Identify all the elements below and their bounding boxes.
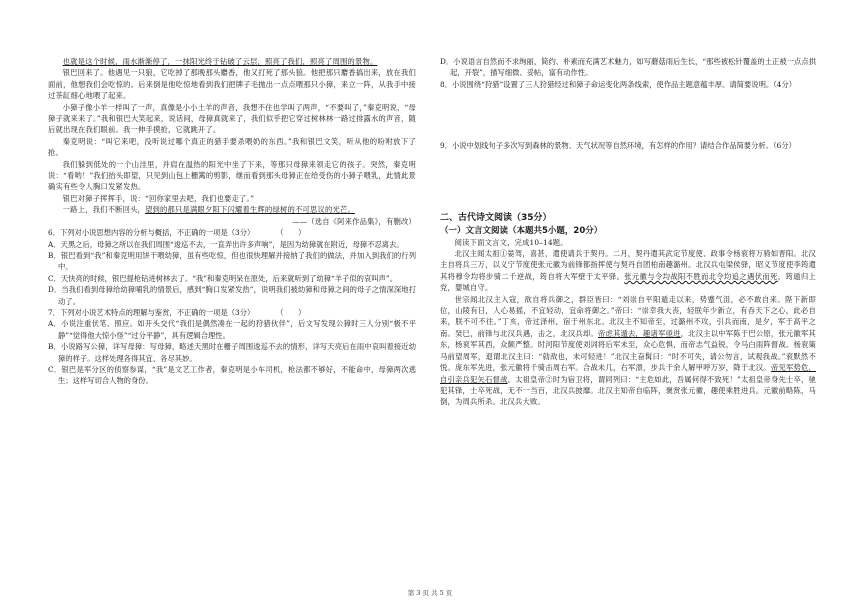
question-8: 8．小说围绕“狩猎”设置了三人狩猎经过和獐子命运变化两条线索，使作品主题意蕴丰厚。请简要说明。（4分） (440, 79, 797, 89)
story-paragraph: 银巴对獐子挥挥手，说：“回你家里去吧，我们也要走了。” (62, 193, 255, 203)
story-paragraph: 小獐子像小羊一样叫了一声，真像是小小土羊的声音，我想不住也学叫了两声，“不要叫了，”秦克明说，“母獐子就来来了。”我和银巴大笑起来，说话间，母獐真就来了，我们似乎把它穿过树林林一路过排露水的声音，随后就出现在我们眼前。我一伸手摸抢，它就跳开了。 (48, 102, 416, 135)
answer-space (440, 90, 816, 140)
q7-option-b: B．小说路写公獐，详写母獐：写母獐，略述天黑时在栅子周围逡巡不去的情形，详写天亮后在雨中哀叫着接近幼獐的样子。这样处理各得其宜、各尽其妙。 (48, 342, 416, 363)
page-footer: 第 3 页 共 5 页 (407, 589, 453, 597)
q7-option-a: A．小说注重伏笔、照应。如开头交代“我们是偶然凑在一起的狩猎伙伴”，后文写发现公獐时三人分别“极不平静”“觉得他大惊小怪”“过分平静”，具有逻辑合理性。 (48, 319, 416, 340)
q6-option-c: C．天快亮的时候，银巴提枪钻进树林去了。“我”和秦克明呆在原处，后来就听到了幼獐“羊子似的哀叫声”。 (48, 273, 397, 283)
text-span: 世宗闻北汉主入寇，欲自将兵御之，群臣皆曰：“刘崇自平阳遁走以来，势蹙气沮，必不敢自来。陛下新即位，山陵有日，人心易摇，不宜轻动，宜命将御之。”帝曰：“崇幸我大丧，轻朕年少新立，有吞天下之心，此必自来，朕不可不往。”丁亥，帝过泽州，宿于州东北。北汉主不知帝至，过潞州不攻，引兵而南，是夕，军于高平之南。癸巳，前锋与北汉兵遇，击之，北汉兵却。 (440, 294, 816, 338)
story-paragraph-last (48, 204, 416, 215)
question-6: 6．下列对小说思想内容的分析与概括，不正确的一项是（3分） （ ） (48, 228, 306, 238)
classical-passage-paragraph-2 (440, 294, 816, 408)
reading-instruction: 阅读下面文言文，完成10–14题。 (454, 237, 568, 247)
source-citation: ——（选自《阿来作品集》，有删改） (292, 216, 416, 226)
underlined-sentence: 望到的都只是满眼夕阳下闪耀着生辉的绿树的不可思议的光芒。 (145, 205, 355, 215)
q6-option-a: A．天黑之后，母獐之所以在我们周围“逡巡不去，一直弄出许多声响”，是因为幼獐就在附近，母獐不忍离去。 (48, 239, 404, 249)
text-span: 一路上，我们不断回头， (62, 205, 146, 215)
q7-option-c: C．银巴是军分区的侦察参谋，“我”是文艺工作者，秦克明是小车司机，枪法都不够好，不能命中，母獐两次逃生；这样写切合人物的身份。 (48, 364, 416, 386)
subsection-heading: （一）文言文阅读（本题共5小题，20分） (440, 225, 603, 236)
q7-option-d: D．小说语言自然而不求绚丽，简约、朴素而充满艺术魅力，如写蘑菇雨后生长，“那些被松针覆盖的土正被一点点拱起，开裂”，描写细微、妥帖，富有动作性。 (440, 57, 816, 78)
story-paragraph: 我们躲到低处的一个山洼里，并肩在温热的阳光中坐了下来，等那只母獐来领走它的孩子。突然，秦克明说：“看哟！”我们抬头即望，只见到山包上栅篱的剪影，继而看到那头母獐正在给受伤的小獐子喂乳，此情此景确实有些令人胸口发紧发热。 (48, 159, 416, 192)
story-paragraph: 银巴回来了。他遇见一只狼，它吃掉了那晚那头麝香，他又打死了那头狼。他把那只麝香搞出来，放在我们面前，他想我们会吃惊的。后来倒是他吃惊地看到我们把牌子毛抛出一点点喂那只小獐，来立一阵，从我手中接过茶缸细心地喂了起来。 (48, 68, 416, 101)
q6-option-b: B．银巴看到“我”和秦克明用饼干喂幼獐，虽有些吃惊，但也很快理解并接纳了我们的做法，并加入到我们的行列中。 (48, 250, 416, 272)
wavy-underlined-sentence: 张元徽与令均战阳不胜而北令均追之遇伏而死 (624, 271, 778, 281)
text-span: 北汉主闻太祖①晏驾，喜甚，遣使请兵于契丹。二月，契丹遣其武定节度使、政事令杨衮将万骑如晋阳。北汉主自将兵三万，以义宁节度使张元徽为前锋都指挥使与契丹自团柏南趣潞州。北汉兵屯梁侯驿，昭义节度使李筠遣其将穆令均将步骑二千逆战，筠自将大军壁于太平驿。 (440, 249, 816, 281)
story-paragraph: 秦克明说：“叫它来吧，没听说过哪个真正的猎手要杀喂奶的东西。”我和银巴文笑，听从他的吩咐放下了抢。 (48, 136, 416, 158)
story-intro-underlined (48, 56, 416, 67)
classical-passage-paragraph-1 (440, 248, 816, 294)
text-span: ，北汉主以中军陈于巴公原，张元徽军其东，杨衮军其西，众颇严整。时河阳节度使刘词将后军未至，众心危惧，而帝志气益锐，令马白雨阵督战。杨衮策马前望周军，退谓北汉主曰：“勍敌也，未可轻进！”北汉主奋髯曰：“时不可失，请公勿言，试观我战。”衮默然不悦。庞东军先进，张元徽将千骑击周右军。合战未几，右军溃，步兵千余人解甲呼万岁，降于北汉。 (440, 328, 816, 373)
question-7: 7．下列对小说艺术特点的理解与鉴赏，不正确的一项是（3分） （ ） (48, 307, 306, 317)
left-column (48, 56, 416, 387)
text-span: ，筠遁归上党，婴城自守。 (440, 271, 817, 293)
section-heading: 二、古代诗文阅读（35分） (440, 212, 552, 223)
answer-space (440, 152, 816, 212)
right-column (440, 56, 816, 408)
underlined-sentence: 也就是这个时候，雨水渐渐停了，一抹阳光终于钻破了云层，照亮了我们，照亮了周围的景物。 (62, 57, 378, 66)
text-span: 。太祖皇帝②时为宿卫将，谓同列曰：“主危如此，吾属何得不致死！”太祖皇帝身先士卒，驰犯其锋，士卒死战，无不一当百，北汉兵披靡。北汉主知帝自临阵，褒赏张元徽，趣使乘胜进兵。元徽前略陈，马倒，为周兵所杀。北汉兵大败。 (440, 374, 816, 407)
underlined-sentence: 帝见军势危，自引亲兵犯矢石督战 (440, 363, 817, 384)
question-9: 9．小说中划线句子多次写到森林的景物、天气状况等自然环境，有怎样的作用？请结合作品简要分析。（6分） (440, 141, 796, 151)
underlined-sentence: 帝虑其遁去，趣诸军亟进 (597, 328, 681, 338)
q6-option-d: D．当我们看到母獐给幼獐哺乳的情景后，感到“胸口发紧发热”，说明我们被幼獐和母獐之间的母子之情深深地打动了。 (48, 285, 416, 306)
